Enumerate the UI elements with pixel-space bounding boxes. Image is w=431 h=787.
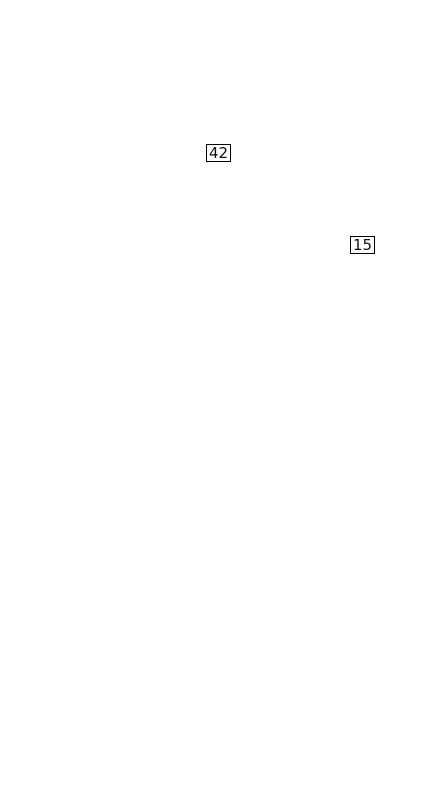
distance-figure: 15	[350, 236, 375, 254]
article-headline	[10, 6, 421, 46]
article-paragraph-3	[10, 464, 421, 756]
article-paragraph-1	[10, 66, 421, 442]
casualties-figure: 42	[206, 144, 231, 162]
article-paragraph-2	[10, 442, 421, 464]
article-author	[10, 46, 421, 64]
